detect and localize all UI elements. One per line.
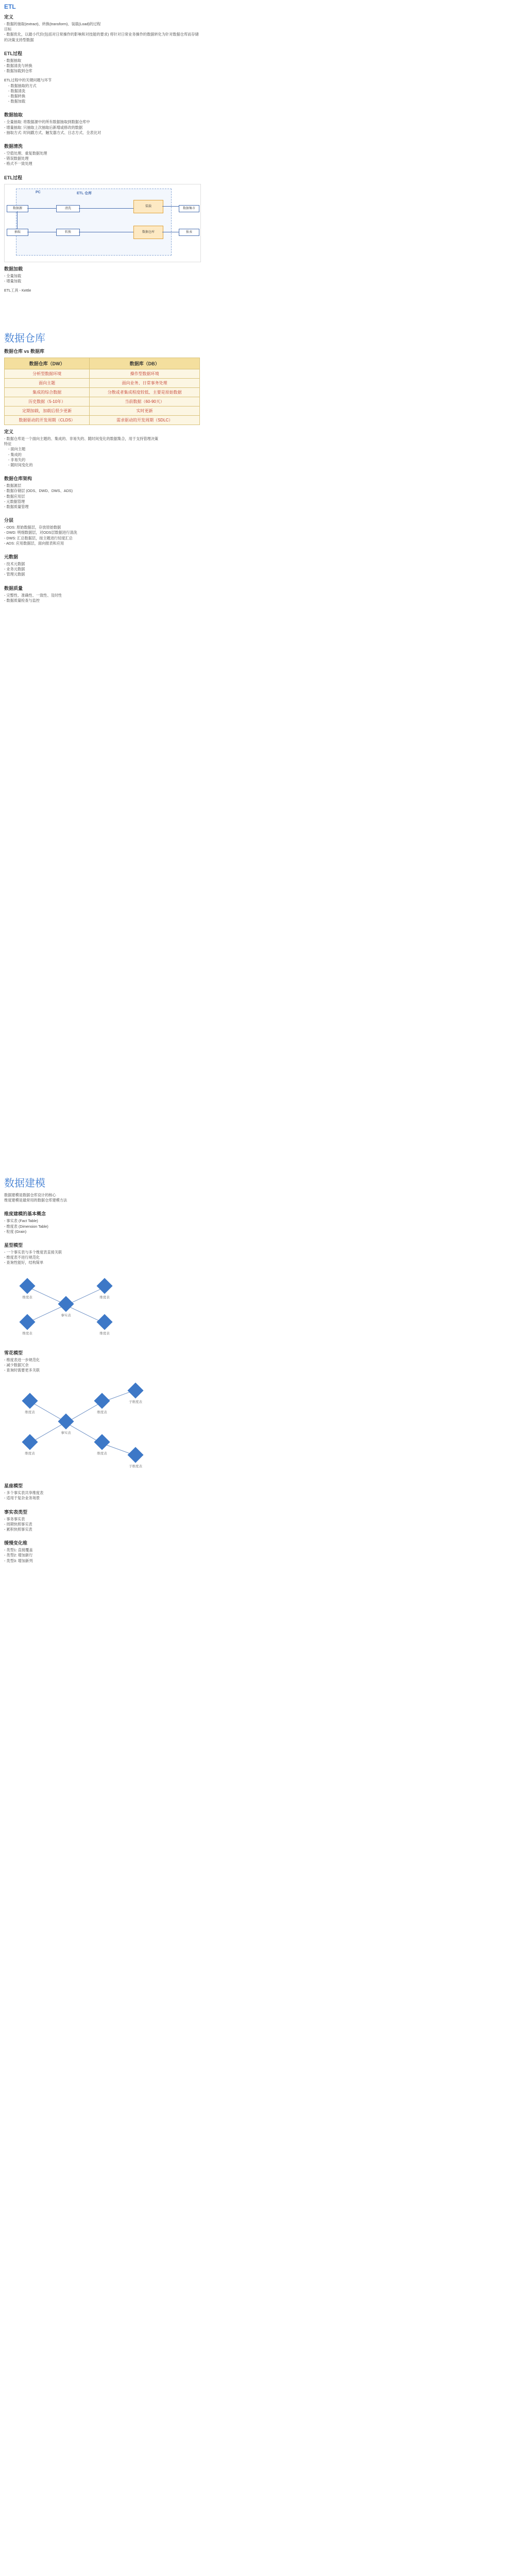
etl-line: - 抽取方式: 时间戳方式、触发器方式、日志方式、全表比对 xyxy=(4,130,101,135)
etl-line: - 增量抽取: 只抽取上次抽取后新增或修改的数据 xyxy=(4,125,83,130)
node-label: 维度表 xyxy=(99,1295,110,1299)
etl-line: - 数据加载 xyxy=(8,99,26,104)
compare-cell: 分散或者集成程度较低、主要是原始数据 xyxy=(90,388,200,397)
snow-node-sub xyxy=(128,1384,143,1404)
etl-box: 抽取 xyxy=(7,229,28,236)
compare-table xyxy=(4,358,200,425)
star-node-center xyxy=(58,1297,74,1317)
etl-line: - 空值处理、重复数据处理 xyxy=(4,151,47,156)
node-label: 子维度表 xyxy=(129,1400,142,1404)
compare-cell: 实时更新 xyxy=(90,406,200,416)
snow-node xyxy=(22,1394,38,1415)
model-line: - 维度表 (Dimension Table) xyxy=(4,1224,48,1229)
node-label: 维度表 xyxy=(97,1452,107,1456)
dw-line: - 元数据管理 xyxy=(4,499,25,504)
compare-cell: 面向主题 xyxy=(5,379,90,388)
model-line: - 查询时需要更多关联 xyxy=(4,1368,40,1373)
etl-group-a: PC xyxy=(36,190,41,194)
etl-box-highlight: 数据仓库 xyxy=(133,226,163,239)
table-row xyxy=(5,379,200,388)
etl-section xyxy=(4,3,200,293)
snow-node-center xyxy=(58,1415,74,1435)
etl-connector xyxy=(162,206,179,207)
model-title: 数据建模 xyxy=(4,1178,45,1189)
dw-line: - 技术元数据 xyxy=(4,562,25,567)
etl-line: - 数据抽取 xyxy=(4,58,22,63)
model-line: - 类型1: 直接覆盖 xyxy=(4,1548,33,1553)
model-line: - 多个事实表共享维度表 xyxy=(4,1490,44,1496)
compare-cell: 当前数据（60-90天） xyxy=(90,397,200,406)
dw-line: - 非易失的 xyxy=(8,457,26,462)
etl-line: - 数据优化，以最小代价(包括对日常操作的影响和对技能的要求) 将针对日常业务操作的数据转化为针对数据仓库而存储的决策支持型数据 xyxy=(4,32,199,42)
compare-cell: 分析型数据环境 xyxy=(5,369,90,379)
dw-title: 数据仓库 xyxy=(4,333,45,344)
model-line: - 类型2: 增加新行 xyxy=(4,1553,33,1558)
model-line: - 粒度 (Grain) xyxy=(4,1229,27,1234)
dw-line: - ODS: 原始数据层，存放原始数据 xyxy=(4,525,61,530)
table-row xyxy=(5,369,200,379)
etl-box: 数据源 xyxy=(7,205,28,212)
etl-line: - 数据转换 xyxy=(8,94,26,99)
model-line: - 周期快照事实表 xyxy=(4,1521,32,1527)
dw-def-label: 定义 xyxy=(4,429,14,434)
model-line: - 维度表不进行规范化 xyxy=(4,1255,40,1260)
dw-line: - 数据应用层 xyxy=(4,494,25,499)
compare-cell: 数据驱动的开发周期（CLDS） xyxy=(5,416,90,425)
etl-line: - 数据加载到仓库 xyxy=(4,69,32,74)
model-section xyxy=(4,1175,200,1564)
etl-def-label: 定义 xyxy=(4,14,14,20)
dw-section xyxy=(4,330,200,603)
dw-compare-title: 数据仓库 vs 数据库 xyxy=(4,349,45,354)
dw-line: - 数据质量检查与监控 xyxy=(4,598,40,603)
dw-line: - 数据源层 xyxy=(4,483,22,488)
node-label: 维度表 xyxy=(99,1331,110,1335)
dw-layer-label: 分层 xyxy=(4,518,14,523)
model-fact-label: 事实表类型 xyxy=(4,1509,28,1515)
dw-line: - 随时间变化的 xyxy=(8,463,33,468)
node-label: 维度表 xyxy=(22,1331,32,1335)
model-line: - 类型3: 增加新列 xyxy=(4,1558,33,1563)
table-row xyxy=(5,416,200,425)
dw-line: - ADS: 应用数据层，面向报表和应用 xyxy=(4,540,64,546)
etl-title: ETL xyxy=(4,3,16,10)
etl-clean-label: 数据清洗 xyxy=(4,144,23,149)
etl-line: - 全量抽取: 将数据源中的所有数据抽取到数据仓库中 xyxy=(4,120,90,125)
compare-cell: 历史数据（5-10年） xyxy=(5,397,90,406)
dw-line: - DWS: 汇总数据层，按主题进行轻度汇总 xyxy=(4,535,73,540)
compare-head: 数据库（DB） xyxy=(90,358,200,369)
star-node xyxy=(20,1279,35,1299)
model-line: - 维度表进一步规范化 xyxy=(4,1357,40,1362)
model-line: 数据建模是数据仓库设计的核心 xyxy=(4,1193,56,1197)
dw-line: - 完整性、准确性、一致性、及时性 xyxy=(4,592,62,598)
dw-meta-label: 元数据 xyxy=(4,554,19,560)
etl-box: 清洗 xyxy=(56,205,80,212)
model-star-label: 星型模型 xyxy=(4,1243,23,1248)
table-row xyxy=(5,388,200,397)
etl-box: 报表 xyxy=(179,229,199,236)
etl-box: 转换 xyxy=(56,229,80,236)
node-label: 维度表 xyxy=(22,1295,32,1299)
etl-connector xyxy=(79,208,133,209)
model-const-label: 星座模型 xyxy=(4,1483,23,1489)
snow-node-sub xyxy=(128,1448,143,1469)
etl-line: - 数据清洗 xyxy=(8,88,26,93)
compare-cell: 面向业务、日常事务处理 xyxy=(90,379,200,388)
etl-stage-label: 数据抽取 xyxy=(4,112,23,118)
compare-cell: 需求驱动的开发周期（SDLC） xyxy=(90,416,200,425)
etl-diagram-title: ETL过程 xyxy=(4,175,22,180)
node-label: 维度表 xyxy=(25,1452,35,1456)
snowflake-diagram xyxy=(4,1376,200,1479)
etl-diagram xyxy=(4,184,201,262)
star-node xyxy=(97,1315,112,1335)
model-line: - 查询性能好，结构简单 xyxy=(4,1260,44,1265)
etl-line: - 错误数据处理 xyxy=(4,156,29,161)
model-line: - 适用于复杂业务场景 xyxy=(4,1496,40,1501)
table-row xyxy=(5,397,200,406)
etl-flow-label: ETL过程 xyxy=(4,50,22,56)
model-dim-label: 维度建模的基本概念 xyxy=(4,1211,46,1217)
model-line: - 事务事实表 xyxy=(4,1516,25,1521)
dw-line: - 管理元数据 xyxy=(4,572,25,577)
dw-line: 特征 xyxy=(4,442,12,447)
etl-line: - 数据抽取的方式 xyxy=(8,83,37,88)
dw-line: - 数据仓库是一个面向主题的、集成的、非易失的、随时间变化的数据集合，用于支持管理决策 xyxy=(4,436,159,441)
model-line: 维度建模是最常用的数据仓库建模方法 xyxy=(4,1198,67,1203)
model-line: - 一个事实表与多个维度表直接关联 xyxy=(4,1250,62,1255)
snow-node xyxy=(22,1435,38,1456)
compare-cell: 定期加载，加载后很少更新 xyxy=(5,406,90,416)
snow-node xyxy=(94,1435,110,1456)
compare-cell: 集成的综合数据 xyxy=(5,388,90,397)
model-snow-label: 雪花模型 xyxy=(4,1350,23,1355)
table-row xyxy=(5,406,200,416)
etl-footer: ETL工具 - Kettle xyxy=(4,288,31,293)
etl-box: 数据集市 xyxy=(179,205,199,212)
etl-line: - 格式不一致处理 xyxy=(4,161,32,166)
dw-line: - 业务元数据 xyxy=(4,567,25,572)
node-label: 维度表 xyxy=(25,1411,35,1415)
dw-quality-label: 数据质量 xyxy=(4,585,23,591)
etl-line: - 数据清洗与转换 xyxy=(4,63,32,69)
etl-connector xyxy=(27,208,56,209)
star-node xyxy=(97,1279,112,1299)
dw-arch-label: 数据仓库架构 xyxy=(4,476,32,482)
etl-load-label: 数据加载 xyxy=(4,266,23,272)
snow-node xyxy=(94,1394,110,1415)
model-line: - 累积快照事实表 xyxy=(4,1527,32,1532)
model-line: - 减少数据冗余 xyxy=(4,1362,29,1367)
star-diagram xyxy=(4,1269,200,1346)
etl-line: - 数据的抽取(extract)、转换(transform)、装载(Load)的过程 xyxy=(4,22,101,26)
node-label: 子维度表 xyxy=(129,1465,142,1469)
node-label: 事实表 xyxy=(61,1431,71,1435)
etl-group xyxy=(16,189,172,256)
model-scd-label: 缓慢变化维 xyxy=(4,1540,28,1546)
etl-line: 目标 xyxy=(4,27,12,32)
star-node xyxy=(20,1315,35,1335)
etl-group-b: ETL 仓库 xyxy=(77,191,92,195)
etl-connector xyxy=(17,211,18,229)
dw-line: - 数据质量管理 xyxy=(4,504,29,510)
etl-sub-title: ETL过程中的关键问题与环节 xyxy=(4,78,52,83)
compare-head: 数据仓库（DW） xyxy=(5,358,90,369)
model-line: - 事实表 (Fact Table) xyxy=(4,1218,38,1224)
dw-line: - 数据存储层 (ODS、DWD、DWS、ADS) xyxy=(4,488,73,494)
node-label: 维度表 xyxy=(97,1411,107,1415)
node-label: 事实表 xyxy=(61,1313,71,1317)
dw-line: - 集成的 xyxy=(8,452,22,457)
dw-line: - 面向主题 xyxy=(8,447,26,452)
dw-line: - DWD: 明细数据层，对ODS层数据进行清洗 xyxy=(4,530,77,535)
etl-line: - 全量加载 xyxy=(4,273,22,278)
compare-cell: 操作型数据环境 xyxy=(90,369,200,379)
etl-line: - 增量加载 xyxy=(4,278,22,283)
etl-box-highlight: 装载 xyxy=(133,200,163,213)
